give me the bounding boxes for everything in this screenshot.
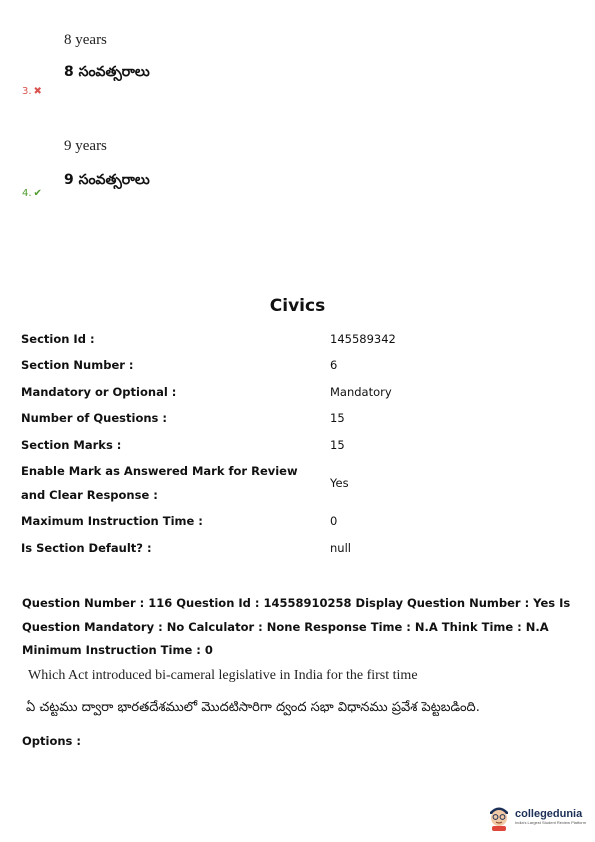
mandatory-value: Mandatory: [330, 385, 392, 399]
option-4-telugu: 9 సంవత్సరాలు: [64, 172, 150, 188]
question-english: Which Act introduced bi-cameral legislative in India for the first time: [28, 668, 418, 683]
option-3-marker: [22, 86, 42, 97]
logo-name: collegedunia: [515, 807, 583, 820]
section-marks-label: Section Marks :: [21, 438, 122, 452]
mandatory-label: Mandatory or Optional :: [21, 385, 177, 399]
option-3-telugu: 8 సంవత్సరాలు: [64, 64, 150, 80]
section-marks-value: 15: [330, 438, 345, 452]
section-id-label: Section Id :: [21, 332, 95, 346]
section-number-label: Section Number :: [21, 358, 134, 372]
option-3-number: 3.: [22, 86, 32, 97]
option-4-english: 9 years: [64, 138, 107, 154]
enable-mark-value: Yes: [330, 476, 349, 490]
num-questions-label: Number of Questions :: [21, 411, 167, 425]
section-number-value: 6: [330, 358, 338, 372]
section-default-label: Is Section Default? :: [21, 541, 152, 555]
option-4-marker: [22, 188, 42, 199]
option-3-english: 8 years: [64, 32, 107, 48]
section-default-value: null: [330, 541, 351, 555]
num-questions-value: 15: [330, 411, 345, 425]
question-telugu: ఏ చట్టము ద్వారా భారతదేశములో మొదటిసారిగా ద్వంద సభా విధానము ప్రవేశ పెట్టబడింది.: [26, 700, 480, 715]
cross-icon: ✖: [33, 86, 42, 97]
option-4-number: 4.: [22, 188, 32, 199]
logo-tagline: India's Largest Student Review Platform: [515, 819, 587, 825]
check-icon: ✔: [33, 188, 42, 199]
max-instruction-value: 0: [330, 514, 338, 528]
section-title: Civics: [269, 296, 326, 316]
section-id-value: 145589342: [330, 332, 396, 346]
collegedunia-logo: [486, 798, 594, 834]
enable-mark-label: Enable Mark as Answered Mark for Review and Clear Response :: [21, 464, 298, 502]
mascot-icon: [486, 801, 512, 831]
options-label: Options :: [22, 734, 81, 748]
question-meta: Question Number : 116 Question Id : 14558910258 Display Question Number : Yes Is Question Mandatory : No Calculator : None Response Time : N.A Think Time : N.A Minimum Instruction Time : 0: [22, 596, 571, 657]
max-instruction-label: Maximum Instruction Time :: [21, 514, 203, 528]
